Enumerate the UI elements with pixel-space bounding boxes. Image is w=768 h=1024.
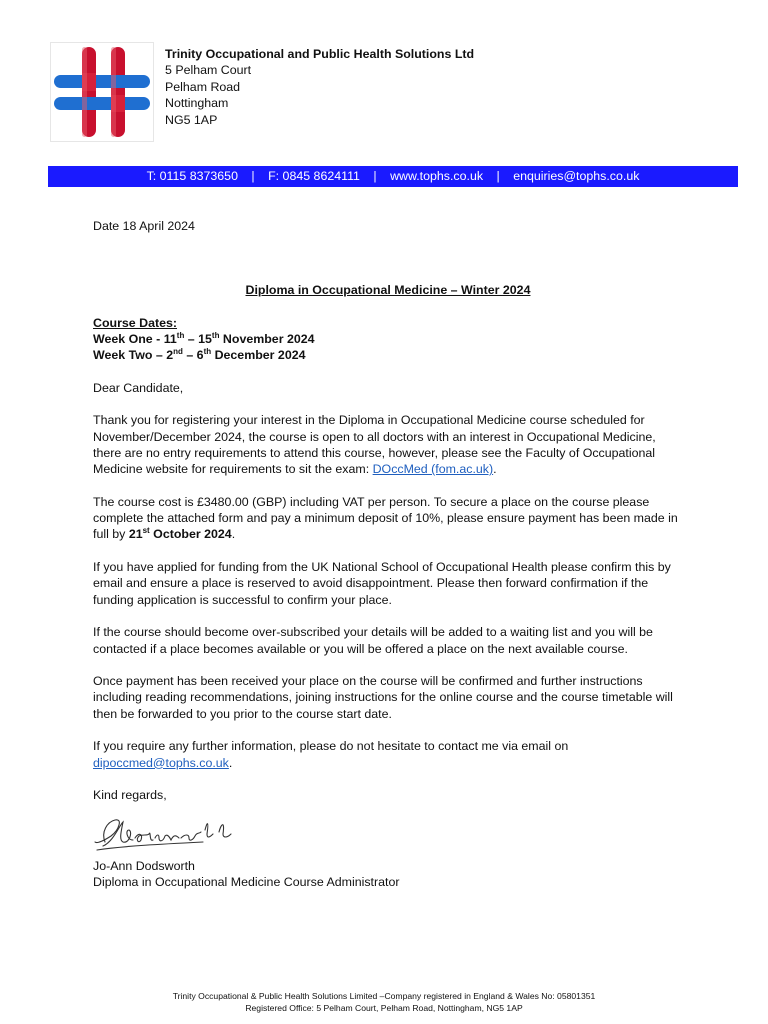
week-one-dates [93,331,683,347]
phone-number: T: 0115 8373650 [146,169,238,183]
dipoccmed-email-link[interactable]: dipoccmed@tophs.co.uk [93,755,229,770]
paragraph-registration-end: . [493,462,497,477]
closing: Kind regards, [93,788,167,803]
week-two-mid: – 6 [182,348,204,363]
paragraph-registration [93,412,683,477]
footer-registered-office: Registered Office: 5 Pelham Court, Pelham Road, Nottingham, NG5 1AP [245,1002,523,1013]
separator: | [251,169,255,183]
paragraph-funding: If you have applied for funding from the UK National School of Occupational Health please confirm this by email and ensure a place is reserved to avoid disappointment. Please then forward confirmation if the funding application is successful to confirm your place. [93,560,671,607]
paragraph-contact-text: If you require any further information, please do not hesitate to contact me via email on [93,739,569,754]
signature-image [93,812,253,854]
payment-deadline [129,527,232,541]
deadline-month: October 2024 [149,527,232,542]
paragraph-cost [93,494,683,543]
week-two-sup-1: nd [173,347,183,357]
week-one-mid: – 15 [184,331,212,346]
contact-bar [48,166,738,187]
paragraph-cost-end: . [231,527,236,542]
separator: | [373,169,377,183]
week-one-sup-1: th [176,330,185,340]
footer-registration: Trinity Occupational & Public Health Solutions Limited –Company registered in England & Wales No: 05801351 [172,991,596,1001]
address-line-2: Pelham Road [165,79,241,94]
paragraph-registration-text: Thank you for registering your interest in the Diploma in Occupational Medicine course scheduled for November/December 2024, the course is open to all doctors with an interest in Occupational Medicine, there are no entry requirements to attend this course, however, please see the Faculty of Occupational Medicine website for requirements to sit the exam: [93,413,656,477]
separator: | [496,169,500,183]
enquiries-email-link[interactable]: enquiries@tophs.co.uk [513,169,640,183]
course-dates-heading: Course Dates: [93,315,178,330]
page-footer [0,991,768,1014]
address-line-1: 5 Pelham Court [165,63,252,78]
paragraph-cost-text: The course cost is £3480.00 (GBP) including VAT per person. To secure a place on the course please complete the attached form and pay a minimum deposit of 10%, please ensure payment has been made in full by [93,494,678,542]
letter-body [93,218,683,890]
week-two-sup-2: th [203,347,212,357]
signer-title: Diploma in Occupational Medicine Course Administrator [93,874,400,889]
week-one-suffix: November 2024 [219,331,315,346]
company-logo [50,42,154,142]
paragraph-confirmation: Once payment has been received your place on the course will be confirmed and further instructions including reading recommendations, joining instructions for the online course and the course timetable will then be forwarded to you prior to the course start date. [93,674,673,721]
week-one-prefix: Week One - 11 [93,331,177,346]
deadline-sup: st [142,526,150,536]
letter-subject: Diploma in Occupational Medicine – Winter 2024 [245,283,531,298]
website-link[interactable]: www.tophs.co.uk [390,169,484,183]
week-two-dates [93,347,683,363]
paragraph-waiting-list: If the course should become over-subscribed your details will be added to a waiting list and you will be contacted if a place becomes available or you will be offered a place on the next available course. [93,625,653,656]
paragraph-contact-end: . [228,755,233,770]
salutation: Dear Candidate, [93,380,184,395]
week-two-suffix: December 2024 [211,348,306,363]
week-one-sup-2: th [211,330,220,340]
week-two-prefix: Week Two – 2 [93,348,174,363]
company-address-block [165,46,474,128]
course-dates-block [93,315,683,364]
deadline-day: 21 [128,527,143,542]
letter-date: Date 18 April 2024 [93,219,195,233]
signer-name: Jo-Ann Dodsworth [93,858,195,873]
address-line-4: NG5 1AP [165,112,218,127]
company-name: Trinity Occupational and Public Health Solutions Ltd [165,47,475,61]
paragraph-contact [93,738,683,771]
doccmed-link[interactable]: DOccMed (fom.ac.uk) [372,462,494,477]
address-line-3: Nottingham [165,96,229,111]
fax-number: F: 0845 8624111 [268,169,360,183]
